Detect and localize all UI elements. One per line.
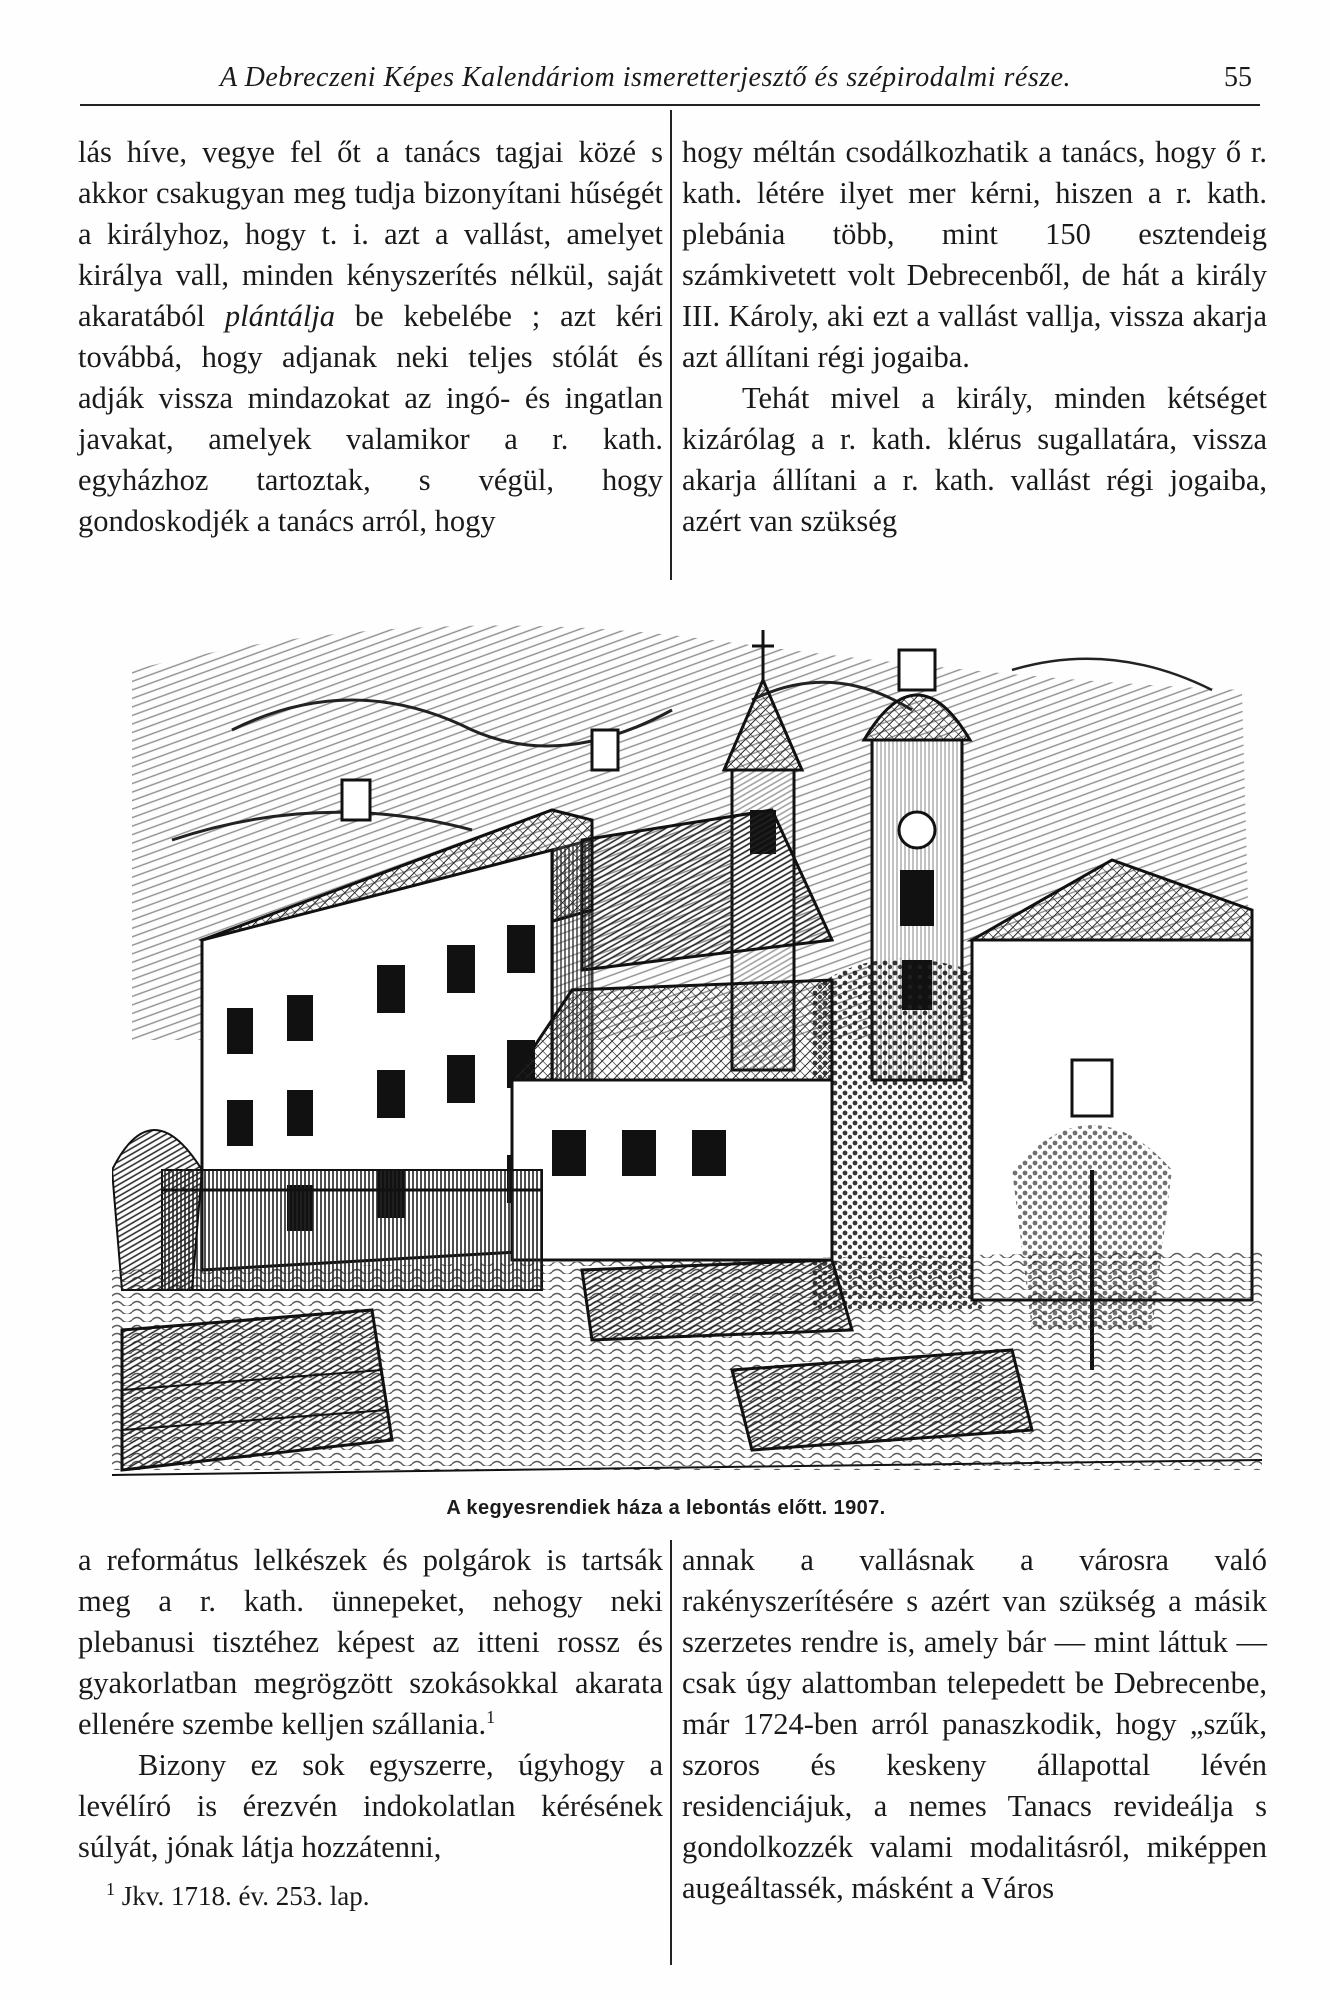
footnote [78,1876,663,1916]
tree-left [112,1130,202,1290]
footnote-reference: 1 [486,1706,496,1727]
emphasis: plántálja [224,299,336,333]
paragraph: annak a vallásnak a városra való rakényszerítésére s azért van szükség a másik szerzetes rendre is, amely bár — mint láttuk — csak úgy alattomban telepedett be Debrecenbe, már 1724-ben arról panaszkodik, hogy „szűk, szoros és keskeny állapottal lévén residenciájuk, a nemes Tanacs revideálja s gondolkozzék valami modalitásról, miképpen augeáltassék, másként a Város [682,1543,1267,1905]
text-run: be kebelébe ; azt kéri továbbá, hogy adjanak neki teljes stólát és adják vissza mindazokat az ingó- és ingatlan javakat, amelyek valamikor a r. kath. egyházhoz tartoztak, s végül, hogy gondoskodjék a tanács arról, hogy [78,299,663,538]
column-bottom-left [78,1540,663,1916]
small-house [512,980,832,1260]
paragraph [78,132,663,542]
running-title: A Debreczeni Képes Kalendáriom ismeretterjesztő és szépirodalmi része. [220,62,1072,93]
engraving-illustration [112,610,1262,1490]
column-top-left [78,132,663,542]
paragraph: Tehát mivel a király, minden kétséget kizárólag a r. kath. klérus sugallatára, vissza akarja állítani a r. kath. vallást régi jogaiba, azért van szükség [682,381,1267,538]
footnote-mark: 1 [106,1879,115,1899]
column-top-right [682,132,1267,542]
illustration-caption: A kegyesrendiek háza a lebontás előtt. 1907. [446,1497,886,1519]
running-head [80,58,1260,106]
text-run: a református lelkészek és polgárok is tartsák meg a r. kath. ünnepeket, nehogy neki plebanusi tisztéhez képest az itteni rossz és gyakorlatban megrögzött szokásokkal akarata ellenére szembe kelljen szállania. [78,1543,663,1741]
page-number: 55 [1224,62,1252,93]
log-pile-middle [582,1260,852,1340]
text-run: lás híve, vegye fel őt a tanács tagjai közé s akkor csakugyan meg tudja bizonyítani hűségét a királyhoz, hogy t. i. azt a vallást, amelyet királya vall, minden kényszerítés nélkül, saját akaratából [78,135,663,333]
column-bottom-right [682,1540,1267,1909]
column-divider-bottom [670,1540,672,1965]
column-divider-top [670,110,672,580]
log-pile-left [122,1310,392,1470]
footnote-text: Jkv. 1718. év. 253. lap. [115,1881,370,1911]
paragraph [78,1540,663,1745]
paragraph: hogy méltán csodálkozhatik a tanács, hogy ő r. kath. létére ilyet mer kérni, hiszen a r. kath. plebánia több, mint 150 esztendeig számkivetett volt Debrecenből, de hát a király III. Károly, aki ezt a vallást vallja, vissza akarja azt állítani régi jogaiba. [682,135,1267,374]
paragraph: Bizony ez sok egyszerre, úgyhogy a levélíró is érezvén indokolatlan kérésének súlyát, jónak látja hozzátenni, [78,1748,663,1864]
